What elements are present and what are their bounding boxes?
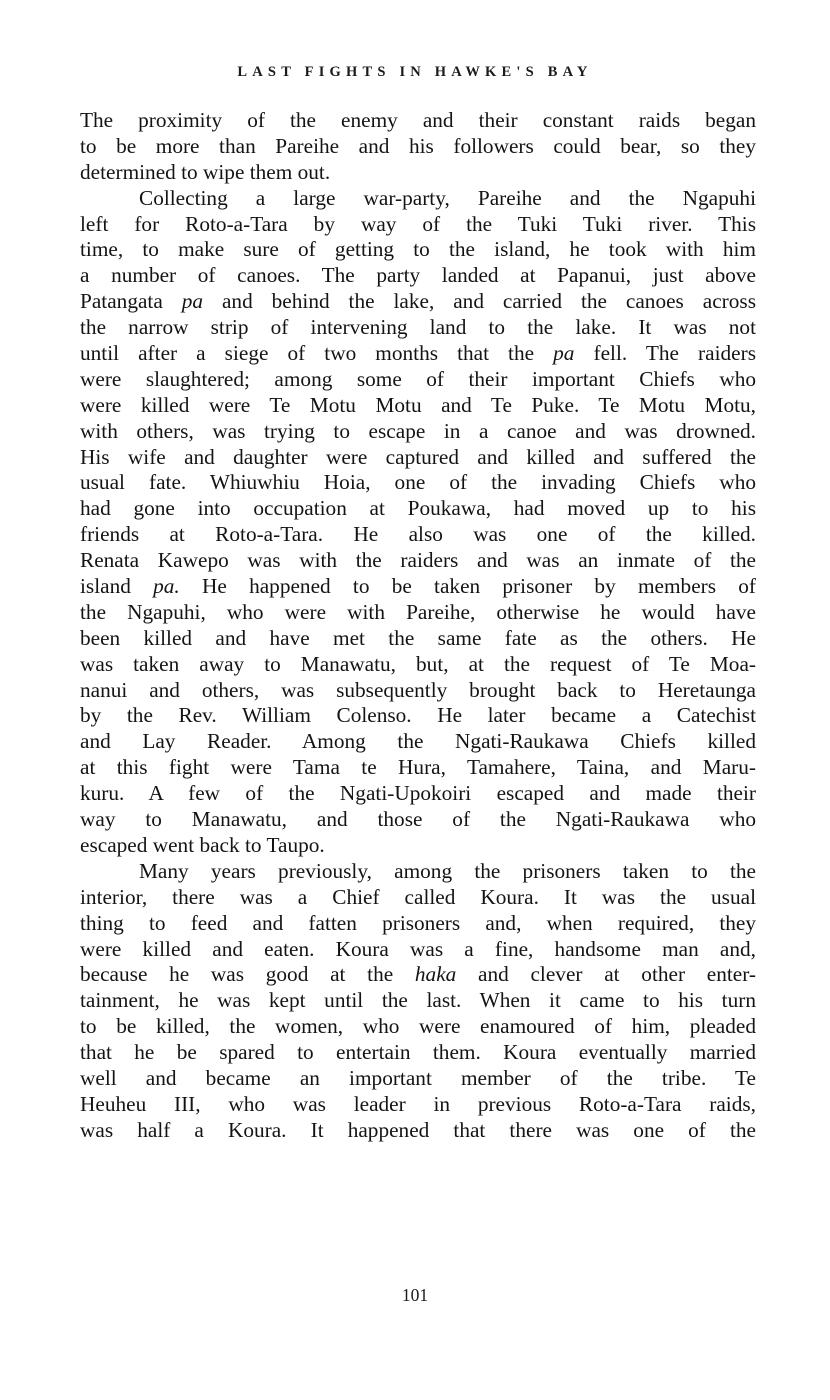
italic-term: pa xyxy=(553,341,575,366)
text-line: to be more than Pareihe and his followers could bear, so they xyxy=(80,133,756,158)
text-line: thing to feed and fatten prisoners and, when required, they xyxy=(80,910,756,935)
text-line: tainment, he was kept until the last. When it came to his turn xyxy=(80,988,756,1013)
paragraph-start-line: Collecting a large war-party, Pareihe and the Ngapuhi xyxy=(139,185,756,210)
text-line: time, to make sure of getting to the island, he took with him xyxy=(80,237,756,262)
text-line xyxy=(80,289,756,315)
text-line: friends at Roto-a-Tara. He also was one of the killed. xyxy=(80,522,756,547)
text-line: kuru. A few of the Ngati-Upokoiri escaped and made their xyxy=(80,781,756,806)
text-line: well and became an important member of the tribe. Te xyxy=(80,1065,756,1090)
text-run: fell. The raiders xyxy=(593,341,756,366)
text-line: nanui and others, was subsequently brought back to Heretaunga xyxy=(80,677,756,702)
text-line: were killed and eaten. Koura was a fine, handsome man and, xyxy=(80,936,756,961)
text-run: and behind the lake, and carried the canoes across xyxy=(221,289,756,314)
text-line: at this fight were Tama te Hura, Tamahere, Taina, and Maru- xyxy=(80,755,756,780)
text-line: to be killed, the women, who were enamoured of him, pleaded xyxy=(80,1014,756,1039)
text-line: were slaughtered; among some of their important Chiefs who xyxy=(80,366,756,391)
text-line: His wife and daughter were captured and killed and suffered the xyxy=(80,444,756,469)
running-head: LAST FIGHTS IN HAWKE'S BAY xyxy=(237,64,593,80)
text-line: The proximity of the enemy and their constant raids began xyxy=(80,108,756,132)
text-line: had gone into occupation at Poukawa, had moved up to his xyxy=(80,496,756,521)
italic-term: haka xyxy=(414,962,457,987)
text-line: the Ngapuhi, who were with Pareihe, otherwise he would have xyxy=(80,599,756,624)
text-line: by the Rev. William Colenso. He later became a Catechist xyxy=(80,703,756,728)
text-run: and clever at other enter- xyxy=(478,962,756,987)
page-number: 101 xyxy=(401,1285,429,1305)
text-line xyxy=(80,574,756,600)
text-line: way to Manawatu, and those of the Ngati-Raukawa who xyxy=(80,807,756,832)
text-line: a number of canoes. The party landed at Papanui, just above xyxy=(80,263,756,288)
text-run: island xyxy=(80,574,131,599)
text-line: determined to wipe them out. xyxy=(80,159,331,184)
text-line: Renata Kawepo was with the raiders and was an inmate of the xyxy=(80,548,756,573)
paragraph-start-line: Many years previously, among the prisoners taken to the xyxy=(139,858,756,883)
text-line: was taken away to Manawatu, but, at the request of Te Moa- xyxy=(80,651,756,676)
text-run: because he was good at the xyxy=(80,962,394,987)
text-line: that he be spared to entertain them. Koura eventually married xyxy=(80,1040,756,1065)
italic-term: pa xyxy=(181,289,204,314)
text-line xyxy=(80,341,756,367)
text-line: the narrow strip of intervening land to the lake. It was not xyxy=(80,315,756,340)
text-run: Patangata xyxy=(80,289,163,314)
text-line: usual fate. Whiuwhiu Hoia, one of the invading Chiefs who xyxy=(80,470,756,495)
text-line: was half a Koura. It happened that there was one of the xyxy=(80,1117,756,1142)
body-text xyxy=(80,108,756,1144)
text-line: and Lay Reader. Among the Ngati-Raukawa Chiefs killed xyxy=(80,729,756,754)
text-line: were killed were Te Motu Motu and Te Puke. Te Motu Motu, xyxy=(80,392,756,417)
text-run: He happened to be taken prisoner by members of xyxy=(202,574,757,599)
text-line: left for Roto-a-Tara by way of the Tuki Tuki river. This xyxy=(80,211,756,236)
text-line: interior, there was a Chief called Koura. It was the usual xyxy=(80,884,756,909)
text-run: until after a siege of two months that the xyxy=(80,341,535,366)
text-line: been killed and have met the same fate as the others. He xyxy=(80,625,756,650)
text-line: with others, was trying to escape in a canoe and was drowned. xyxy=(80,418,756,443)
text-line xyxy=(80,962,756,988)
text-line: Heuheu III, who was leader in previous Roto-a-Tara raids, xyxy=(80,1091,756,1116)
italic-term: pa. xyxy=(153,574,180,599)
text-line: escaped went back to Taupo. xyxy=(80,832,325,857)
